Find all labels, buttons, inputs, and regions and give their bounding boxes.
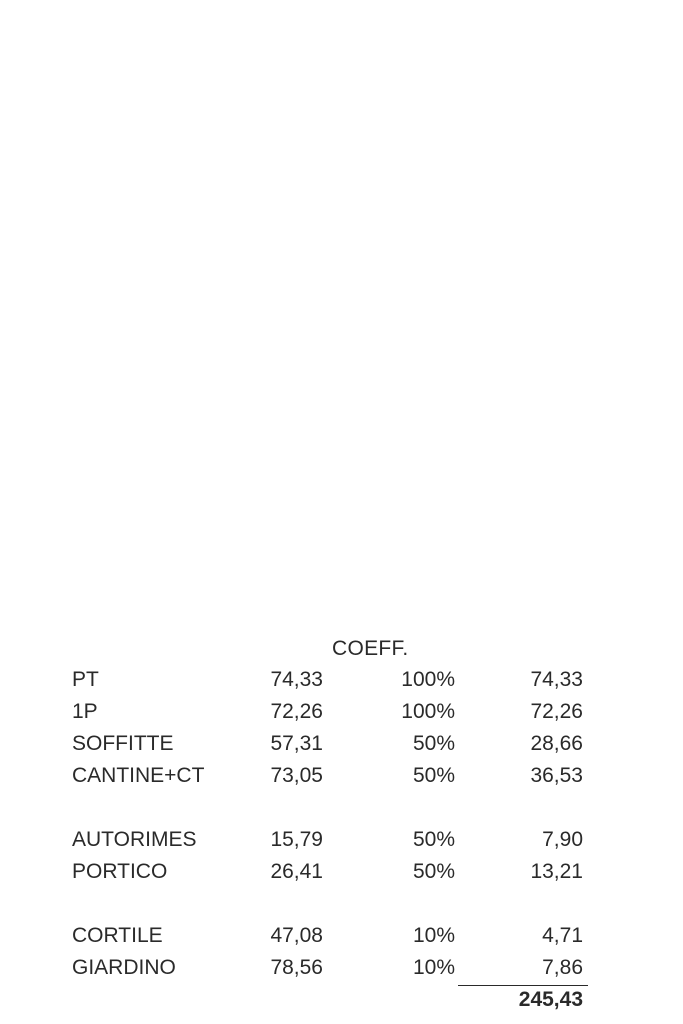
row-result: 7,90	[542, 828, 583, 851]
row-name: 1P	[72, 700, 98, 723]
table-row	[0, 764, 683, 794]
row-result: 4,71	[542, 924, 583, 947]
row-result: 13,21	[530, 860, 583, 883]
row-area: 73,05	[270, 764, 323, 787]
row-area: 26,41	[270, 860, 323, 883]
row-coeff: 50%	[412, 860, 455, 883]
row-result: 74,33	[530, 668, 583, 691]
table-row	[0, 700, 683, 730]
row-area: 74,33	[270, 668, 323, 691]
row-name: PORTICO	[72, 860, 168, 883]
row-coeff: 100%	[401, 668, 455, 691]
row-result: 7,86	[542, 956, 583, 979]
row-area: 72,26	[270, 700, 323, 723]
row-result: 36,53	[530, 764, 583, 787]
row-name: GIARDINO	[72, 956, 176, 979]
table-row	[0, 860, 683, 890]
row-area: 47,08	[270, 924, 323, 947]
row-coeff: 10%	[412, 956, 455, 979]
row-coeff: 50%	[412, 764, 455, 787]
row-name: SOFFITTE	[72, 732, 174, 755]
row-name: PT	[72, 668, 99, 691]
total-value: 245,43	[518, 988, 583, 1011]
row-area: 78,56	[270, 956, 323, 979]
table-row	[0, 668, 683, 698]
row-coeff: 50%	[412, 828, 455, 851]
row-name: AUTORIMES	[72, 828, 197, 851]
row-result: 72,26	[530, 700, 583, 723]
sum-divider	[458, 985, 588, 986]
row-name: CORTILE	[72, 924, 163, 947]
table-row	[0, 828, 683, 858]
row-result: 28,66	[530, 732, 583, 755]
row-area: 15,79	[270, 828, 323, 851]
table-row	[0, 924, 683, 954]
row-coeff: 100%	[401, 700, 455, 723]
table-row	[0, 956, 683, 986]
row-area: 57,31	[270, 732, 323, 755]
coeff-column-header: COEFF.	[332, 637, 409, 660]
table-row	[0, 732, 683, 762]
row-coeff: 10%	[412, 924, 455, 947]
row-name: CANTINE+CT	[72, 764, 205, 787]
row-coeff: 50%	[412, 732, 455, 755]
